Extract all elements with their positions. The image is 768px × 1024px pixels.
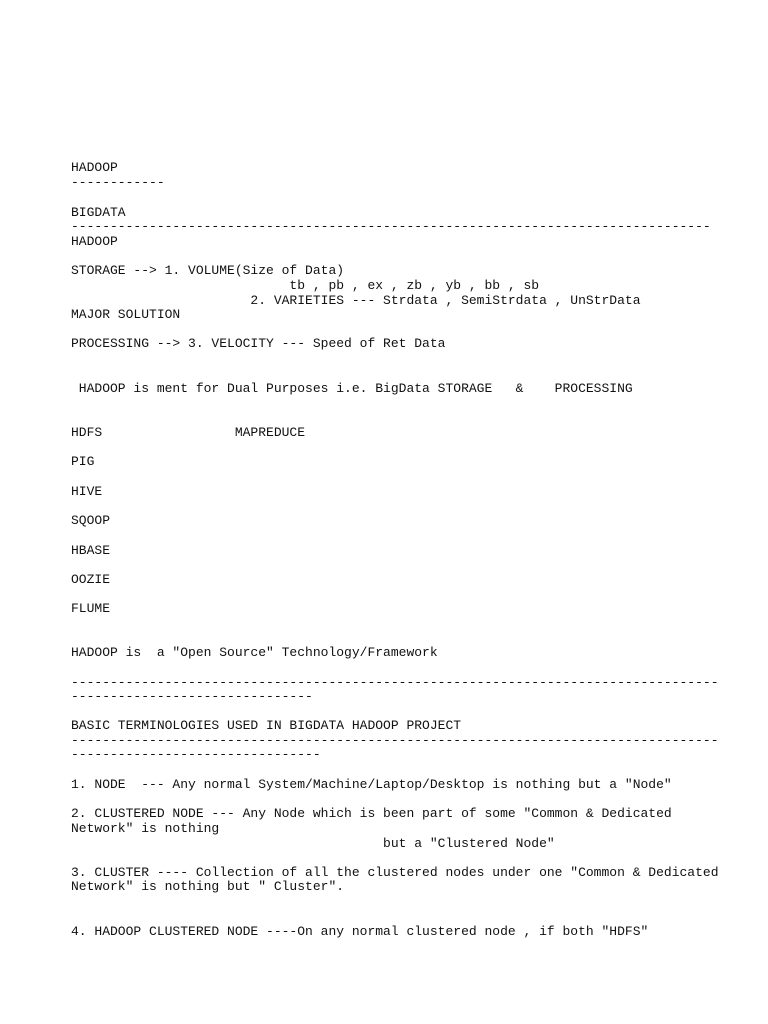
divider-line: -----------------------------------------------------------------------------------	[71, 733, 719, 748]
divider-line: ------------	[71, 175, 165, 190]
divider-line: -------------------------------	[71, 689, 313, 704]
term-item: Network" is nothing	[71, 821, 220, 836]
ecosystem-item: HIVE	[71, 484, 103, 499]
text-line: HADOOP is a "Open Source" Technology/Framework	[71, 645, 438, 660]
term-item: 2. CLUSTERED NODE --- Any Node which is been part of some "Common & Dedicated	[71, 806, 672, 821]
divider-line: -----------------------------------------------------------------------------------	[71, 675, 719, 690]
ecosystem-item: OOZIE	[71, 572, 111, 587]
divider-line: --------------------------------	[71, 747, 321, 762]
ecosystem-item: SQOOP	[71, 513, 111, 528]
text-line: tb , pb , ex , zb , yb , bb , sb	[71, 278, 540, 293]
text-line: PROCESSING --> 3. VELOCITY --- Speed of Ret Data	[71, 336, 446, 351]
section-heading: BASIC TERMINOLOGIES USED IN BIGDATA HADOOP PROJECT	[71, 718, 462, 733]
term-item: 4. HADOOP CLUSTERED NODE ----On any normal clustered node , if both "HDFS"	[71, 924, 649, 939]
heading-bigdata: BIGDATA	[71, 205, 126, 220]
ecosystem-item: FLUME	[71, 601, 111, 616]
ecosystem-item: PIG	[71, 454, 95, 469]
text-line: MAJOR SOLUTION	[71, 307, 181, 322]
term-item: but a "Clustered Node"	[71, 836, 555, 851]
term-item: Network" is nothing but " Cluster".	[71, 879, 345, 894]
text-line: HADOOP	[71, 234, 118, 249]
divider-line: ----------------------------------------------------------------------------------	[71, 219, 711, 234]
heading-hadoop: HADOOP	[71, 160, 118, 175]
text-line: STORAGE --> 1. VOLUME(Size of Data)	[71, 263, 345, 278]
ecosystem-item: HDFS MAPREDUCE	[71, 425, 306, 440]
text-line: HADOOP is ment for Dual Purposes i.e. BigData STORAGE & PROCESSING	[71, 381, 633, 396]
ecosystem-item: HBASE	[71, 543, 111, 558]
term-item: 3. CLUSTER ---- Collection of all the clustered nodes under one "Common & Dedicated	[71, 865, 719, 880]
text-line: 2. VARIETIES --- Strdata , SemiStrdata , UnStrData	[71, 293, 641, 308]
term-item: 1. NODE --- Any normal System/Machine/Laptop/Desktop is nothing but a "Node"	[71, 777, 672, 792]
